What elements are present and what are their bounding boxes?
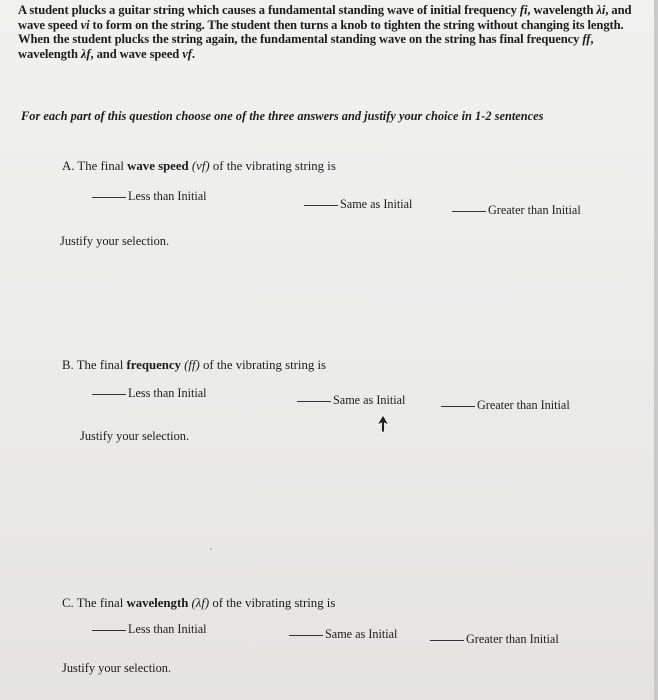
- question-c-option-same[interactable]: Same as Initial: [289, 627, 397, 642]
- answer-blank[interactable]: [92, 394, 126, 395]
- question-a-option-same[interactable]: Same as Initial: [304, 197, 412, 212]
- intro-paragraph: A student plucks a guitar string which causes a fundamental standing wave of initial frequency fi, wavelength λi, and wave speed vi to form on the string. The student then turns a knob to tighten the string without changing its length. When the student plucks the string again, the fundamental standing wave on the string has final frequency ff, wavelength λf, and wave speed vf.: [18, 3, 632, 61]
- answer-blank[interactable]: [297, 401, 331, 402]
- answer-blank[interactable]: [92, 630, 126, 631]
- mouse-cursor-icon: [376, 414, 390, 434]
- question-b-justify: Justify your selection.: [80, 429, 190, 443]
- question-c-title: C. The final wavelength (λf) of the vibrating string is: [62, 596, 336, 610]
- instructions: For each part of this question choose one of the three answers and justify your choice in 1-2 sentences: [21, 109, 544, 123]
- page-edge: [654, 0, 658, 700]
- question-b-option-greater[interactable]: Greater than Initial: [441, 398, 570, 413]
- question-a-justify: Justify your selection.: [60, 234, 170, 248]
- question-a-title: A. The final wave speed (vf) of the vibrating string is: [62, 159, 336, 173]
- speck: [210, 548, 212, 550]
- question-a-option-greater[interactable]: Greater than Initial: [452, 203, 581, 218]
- question-a-option-less[interactable]: Less than Initial: [92, 189, 207, 204]
- question-b-option-same[interactable]: Same as Initial: [297, 393, 405, 408]
- question-b-option-less[interactable]: Less than Initial: [92, 386, 207, 401]
- question-b-title: B. The final frequency (ff) of the vibrating string is: [62, 358, 326, 372]
- answer-blank[interactable]: [304, 205, 338, 206]
- answer-blank[interactable]: [441, 406, 475, 407]
- answer-blank[interactable]: [92, 197, 126, 198]
- question-c-option-greater[interactable]: Greater than Initial: [430, 632, 559, 647]
- question-c-option-less[interactable]: Less than Initial: [92, 622, 207, 637]
- question-c-justify: Justify your selection.: [62, 661, 172, 675]
- answer-blank[interactable]: [430, 640, 464, 641]
- answer-blank[interactable]: [452, 211, 486, 212]
- answer-blank[interactable]: [289, 635, 323, 636]
